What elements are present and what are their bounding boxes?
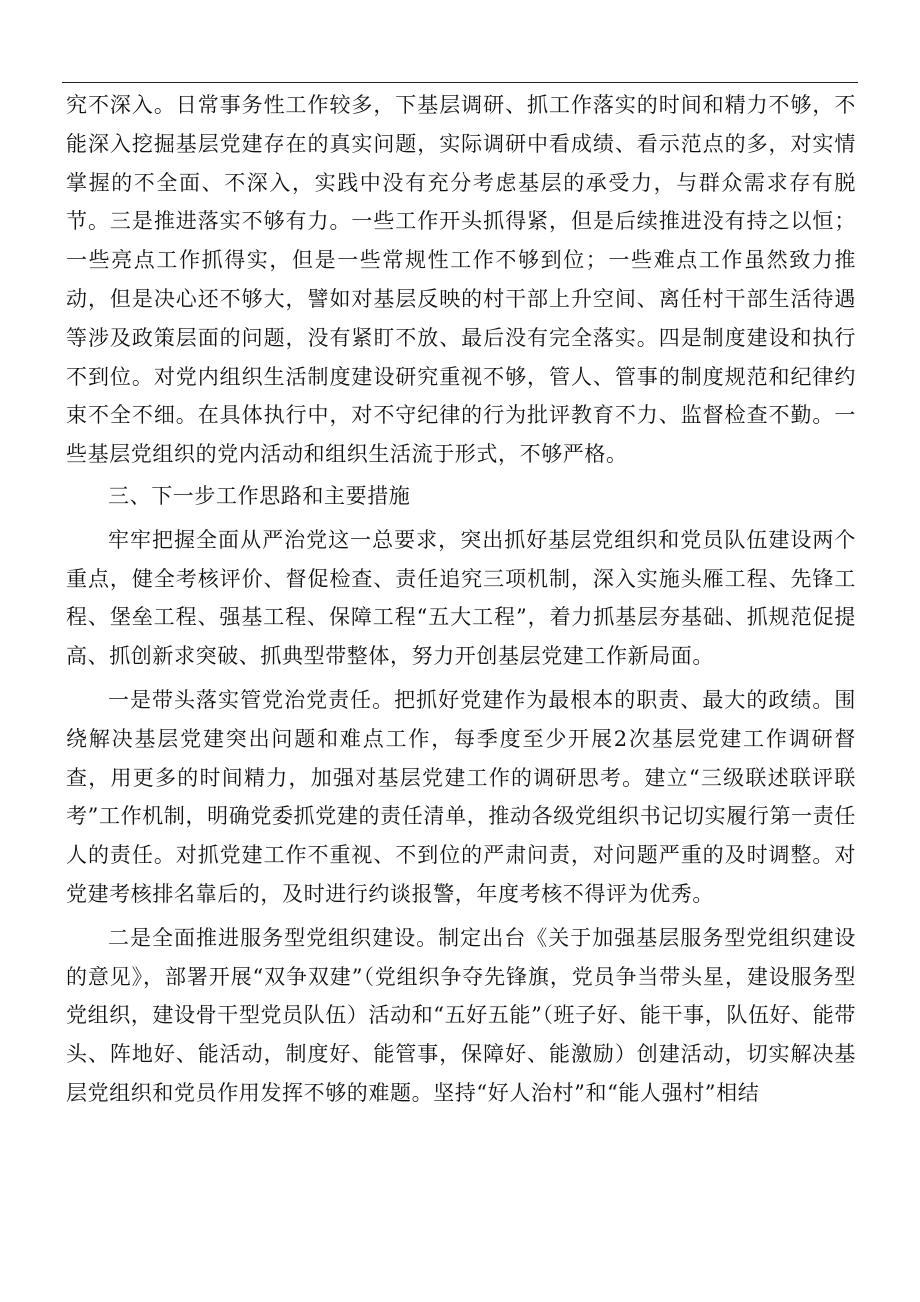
header-rule (62, 82, 858, 83)
paragraph-measure-one: 一是带头落实管党治党责任。把抓好党建作为最根本的职责、最大的政绩。围绕解决基层党建突出问题和难点工作，每季度至少开展2次基层党建工作调研督查，用更多的时间精力，加强对基层党建工作的调研思考。建立“三级联述联评联考”工作机制，明确党委抓党建的责任清单，推动各级党组织书记切实履行第一责任人的责任。对抓党建工作不重视、不到位的严肃问责，对问题严重的及时调整。对党建考核排名靠后的，及时进行约谈报警，年度考核不得评为优秀。 (66, 687, 856, 906)
paragraph-continuation: 究不深入。日常事务性工作较多，下基层调研、抓工作落实的时间和精力不够，不能深入挖掘基层党建存在的真实问题，实际调研中看成绩、看示范点的多，对实情掌握的不全面、不深入，实践中没有充分考虑基层的承受力，与群众需求存有脱节。三是推进落实不够有力。一些工作开头抓得紧，但是后续推进没有持之以恒；一些亮点工作抓得实，但是一些常规性工作不够到位；一些难点工作虽然致力推动，但是决心还不够大，譬如对基层反映的村干部上升空间、离任村干部生活待遇等涉及政策层面的问题，没有紧盯不放、最后没有完全落实。四是制度建设和执行不到位。对党内组织生活制度建设研究重视不够，管人、管事的制度规范和纪律约束不全不细。在具体执行中，对不守纪律的行为批评教育不力、监督检查不勤。一些基层党组织的党内活动和组织生活流于形式，不够严格。 (66, 93, 856, 467)
paragraph-overview: 牢牢把握全面从严治党这一总要求，突出抓好基层党组织和党员队伍建设两个重点，健全考核评价、督促检查、责任追究三项机制，深入实施头雁工程、先锋工程、堡垒工程、强基工程、保障工程“五大工程”，着力抓基层夯基础、抓规范促提高、抓创新求突破、抓典型带整体，努力开创基层党建工作新局面。 (66, 527, 856, 669)
section-heading: 三、下一步工作思路和主要措施 (108, 483, 411, 508)
document-body (66, 86, 856, 1113)
paragraph-measure-two: 二是全面推进服务型党组织建设。制定出台《关于加强基层服务型党组织建设的意见》，部署开展“双争双建”（党组织争夺先锋旗，党员争当带头星，建设服务型党组织，建设骨干型党员队伍）活动和“五好五能”（班子好、能干事，队伍好、能带头、阵地好、能活动，制度好、能管事，保障好、能激励）创建活动，切实解决基层党组织和党员作用发挥不够的难题。坚持“好人治村”和“能人强村”相结 (66, 925, 856, 1105)
